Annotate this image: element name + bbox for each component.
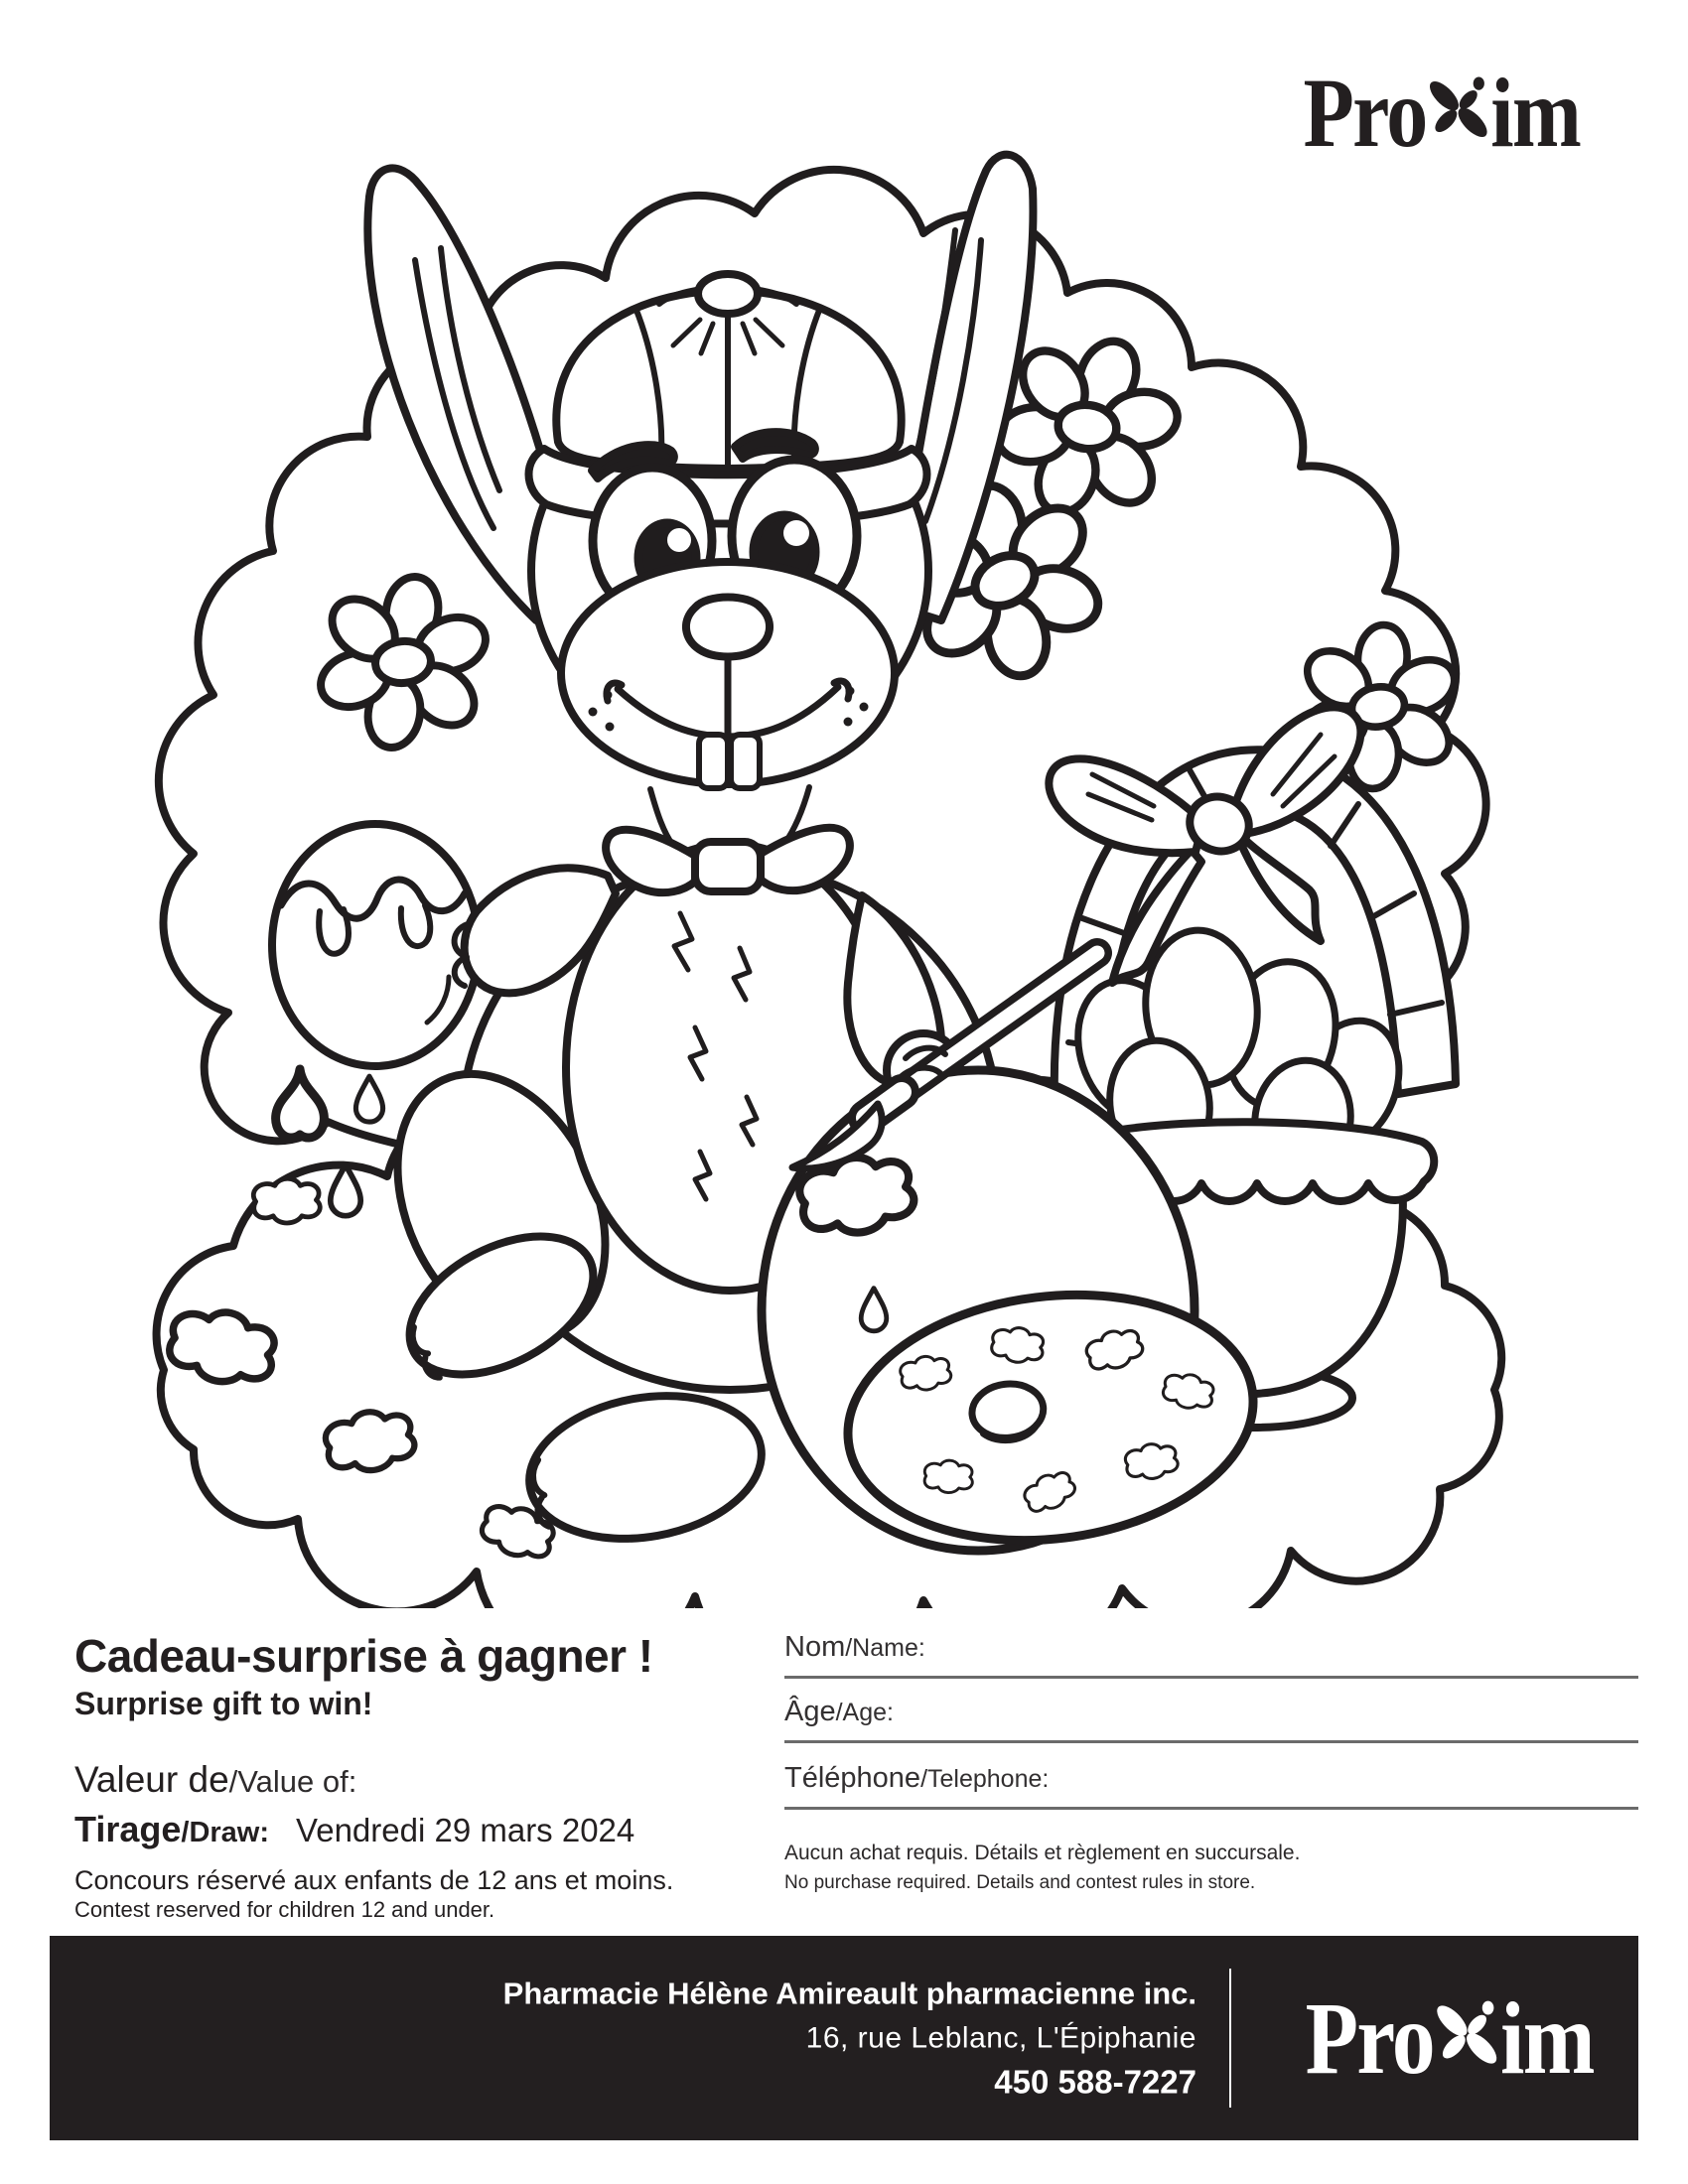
draw-date: Vendredi 29 mars 2024 [296, 1812, 635, 1848]
footer-proxim-im: im [1500, 1980, 1595, 2096]
value-label [74, 1759, 356, 1801]
field-name-label-fr: Nom [784, 1631, 846, 1663]
field-telephone-label-fr: Téléphone [784, 1762, 921, 1794]
proxim-logo-pro: Pro [1303, 58, 1427, 168]
field-name-label-en: /Name: [845, 1634, 925, 1662]
form-field-age [784, 1696, 1638, 1743]
footer-proxim-logo [1261, 1936, 1638, 2140]
footer-proxim-x-flower-icon [1433, 1996, 1502, 2073]
proxim-logo-im: im [1490, 58, 1581, 168]
footer-proxim-pro: Pro [1305, 1980, 1435, 2096]
no-purchase-note-en: No purchase required. Details and contest rules in store. [784, 1872, 1256, 1893]
pharmacy-address: 16, rue Leblanc, L'Épiphanie [805, 2021, 1196, 2055]
draw-label-en: /Draw: [181, 1817, 270, 1848]
draw-label-fr: Tirage [74, 1809, 182, 1849]
form-field-name [784, 1631, 1638, 1679]
field-age-label-en: /Age: [835, 1699, 894, 1726]
headline-fr: Cadeau-surprise à gagner ! [74, 1630, 653, 1682]
pharmacy-info [503, 1972, 1196, 2106]
contest-rule-fr: Concours réservé aux enfants de 12 ans et moins. [74, 1865, 674, 1895]
footer-divider [1229, 1969, 1231, 2108]
form-field-telephone [784, 1762, 1638, 1810]
value-label-en: /Value of: [228, 1764, 357, 1799]
value-label-fr: Valeur de [74, 1759, 229, 1800]
draw-label [74, 1809, 634, 1850]
bunny-teeth [699, 735, 760, 788]
field-telephone-label-en: /Telephone: [920, 1765, 1050, 1793]
field-age-label-fr: Âge [784, 1696, 836, 1727]
bunny-nose [686, 598, 770, 657]
no-purchase-note-fr: Aucun achat requis. Détails et règlement en succursale. [784, 1842, 1301, 1864]
easter-bunny-coloring-illustration [0, 109, 1688, 1608]
footer-bar [50, 1936, 1638, 2140]
contest-rule-en: Contest reserved for children 12 and under. [74, 1897, 495, 1922]
headline-en: Surprise gift to win! [74, 1686, 373, 1721]
painted-egg-held [272, 824, 479, 1066]
pharmacy-name: Pharmacie Hélène Amireault pharmacienne inc. [502, 1976, 1196, 2011]
pharmacy-phone: 450 588-7227 [994, 2063, 1196, 2101]
